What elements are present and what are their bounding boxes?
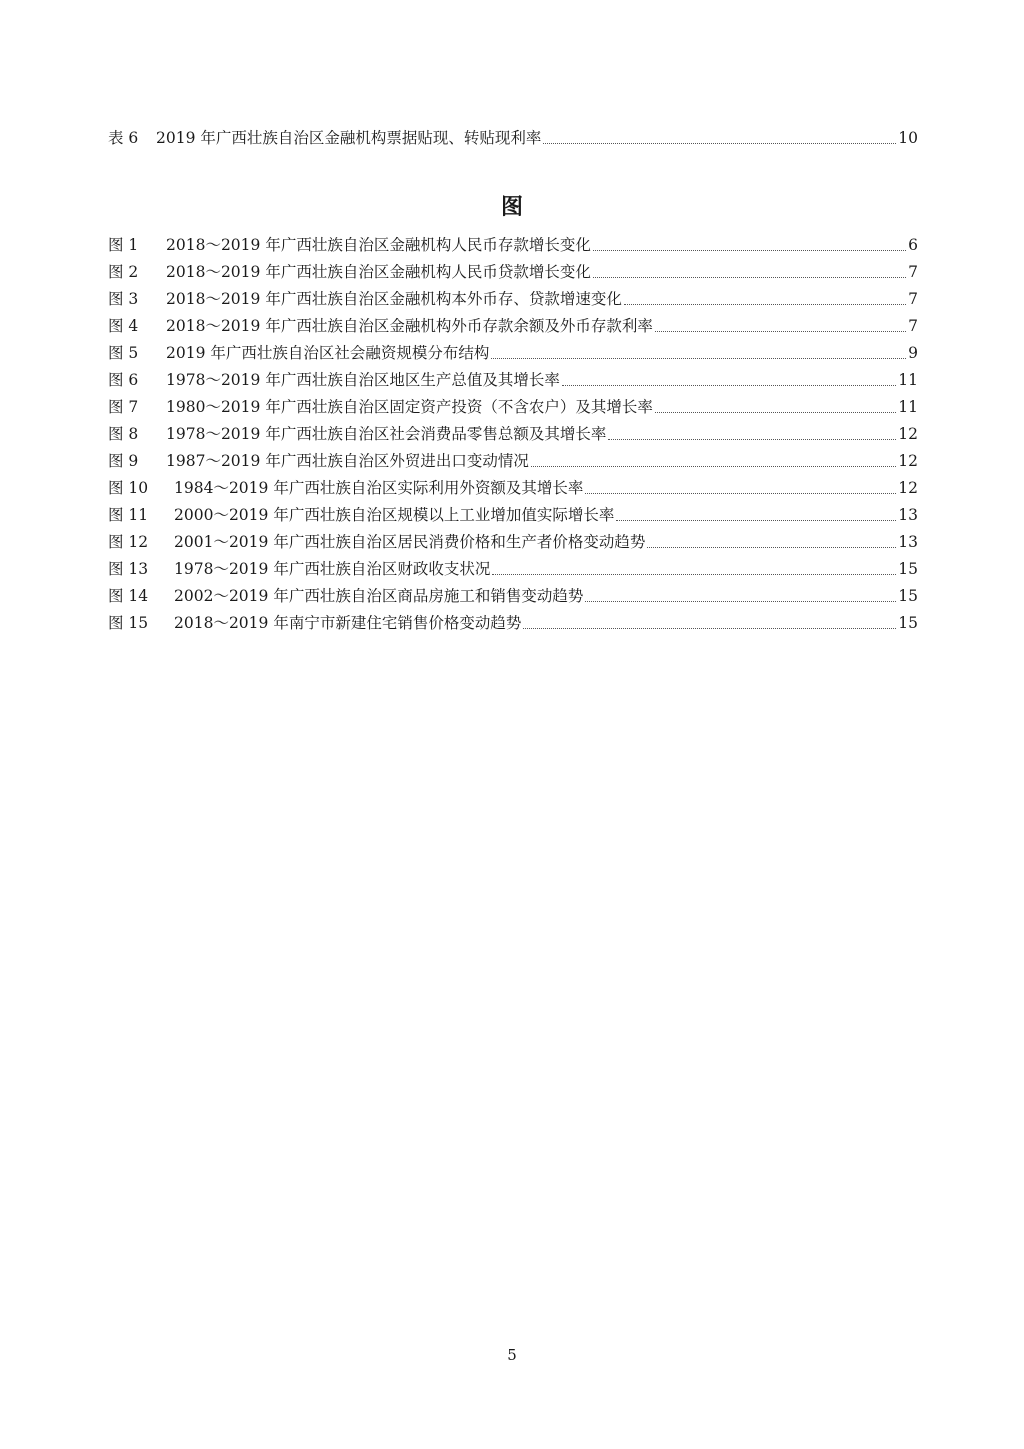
toc-entry-page: 7 <box>908 317 918 335</box>
toc-entry-title: 2018～2019 年广西壮族自治区金融机构人民币贷款增长变化 <box>166 263 591 281</box>
toc-entry-label: 图 15 <box>108 614 149 632</box>
toc-entry-page: 15 <box>898 560 918 578</box>
toc-entry-page: 9 <box>908 344 918 362</box>
toc-entry-figure-3[interactable] <box>108 288 918 310</box>
toc-entry-figure-15[interactable] <box>108 612 918 634</box>
toc-entry-label: 图 11 <box>108 506 149 524</box>
toc-entry-title: 2019 年广西壮族自治区金融机构票据贴现、转贴现利率 <box>156 129 542 147</box>
toc-entry-figure-6[interactable] <box>108 369 918 391</box>
toc-entry-title: 2002～2019 年广西壮族自治区商品房施工和销售变动趋势 <box>174 587 584 605</box>
toc-entry-title: 1984～2019 年广西壮族自治区实际利用外资额及其增长率 <box>174 479 584 497</box>
toc-entry-figure-11[interactable] <box>108 504 918 526</box>
toc-entry-label: 图 8 <box>108 425 139 443</box>
dot-leader <box>523 627 896 629</box>
toc-entry-title: 2018～2019 年广西壮族自治区金融机构本外币存、贷款增速变化 <box>166 290 622 308</box>
toc-entry-label: 图 7 <box>108 398 139 416</box>
toc-entry-table-6[interactable] <box>108 127 918 149</box>
dot-leader <box>531 465 896 467</box>
dot-leader <box>616 519 896 521</box>
toc-entry-label: 图 9 <box>108 452 139 470</box>
toc-entry-page: 15 <box>898 587 918 605</box>
toc-entry-label: 图 13 <box>108 560 149 578</box>
toc-entry-label: 图 4 <box>108 317 139 335</box>
toc-entry-page: 7 <box>908 290 918 308</box>
toc-entry-label: 图 10 <box>108 479 149 497</box>
dot-leader <box>647 546 896 548</box>
toc-entry-label: 图 2 <box>108 263 139 281</box>
toc-entry-title: 1978～2019 年广西壮族自治区财政收支状况 <box>174 560 491 578</box>
toc-entry-title: 2000～2019 年广西壮族自治区规模以上工业增加值实际增长率 <box>174 506 615 524</box>
dot-leader <box>585 492 896 494</box>
toc-entry-page: 15 <box>898 614 918 632</box>
toc-entry-title: 2019 年广西壮族自治区社会融资规模分布结构 <box>166 344 490 362</box>
toc-entry-label: 图 14 <box>108 587 149 605</box>
toc-entry-title: 2018～2019 年广西壮族自治区金融机构人民币存款增长变化 <box>166 236 591 254</box>
toc-entry-page: 10 <box>898 129 918 147</box>
dot-leader <box>593 276 906 278</box>
toc-entry-page: 12 <box>898 425 918 443</box>
dot-leader <box>608 438 896 440</box>
toc-entry-page: 12 <box>898 452 918 470</box>
toc-entry-title: 1987～2019 年广西壮族自治区外贸进出口变动情况 <box>166 452 529 470</box>
toc-entry-title: 2018～2019 年南宁市新建住宅销售价格变动趋势 <box>174 614 522 632</box>
toc-entry-figure-1[interactable] <box>108 234 918 256</box>
toc-entry-page: 13 <box>898 506 918 524</box>
toc-entry-figure-13[interactable] <box>108 558 918 580</box>
toc-entry-label: 图 3 <box>108 290 139 308</box>
toc-entry-figure-14[interactable] <box>108 585 918 607</box>
toc-entry-page: 11 <box>898 371 918 389</box>
dot-leader <box>585 600 896 602</box>
toc-entry-title: 2001～2019 年广西壮族自治区居民消费价格和生产者价格变动趋势 <box>174 533 646 551</box>
toc-entry-figure-2[interactable] <box>108 261 918 283</box>
toc-entry-figure-9[interactable] <box>108 450 918 472</box>
toc-entry-page: 6 <box>908 236 918 254</box>
dot-leader <box>562 384 896 386</box>
figures-heading: 图 <box>500 195 523 220</box>
dot-leader <box>593 249 906 251</box>
toc-entry-page: 7 <box>908 263 918 281</box>
toc-entry-figure-5[interactable] <box>108 342 918 364</box>
toc-entry-figure-4[interactable] <box>108 315 918 337</box>
toc-entry-figure-10[interactable] <box>108 477 918 499</box>
dot-leader <box>543 142 896 144</box>
toc-entry-label: 图 5 <box>108 344 139 362</box>
toc-entry-page: 13 <box>898 533 918 551</box>
dot-leader <box>655 330 906 332</box>
toc-entry-label: 表 6 <box>108 129 139 147</box>
toc-entry-title: 1978～2019 年广西壮族自治区地区生产总值及其增长率 <box>166 371 560 389</box>
dot-leader <box>655 411 896 413</box>
dot-leader <box>624 303 906 305</box>
dot-leader <box>491 357 906 359</box>
dot-leader <box>492 573 896 575</box>
toc-entry-figure-7[interactable] <box>108 396 918 418</box>
toc-entry-label: 图 12 <box>108 533 149 551</box>
toc-entry-page: 11 <box>898 398 918 416</box>
toc-entry-figure-12[interactable] <box>108 531 918 553</box>
toc-entry-title: 2018～2019 年广西壮族自治区金融机构外币存款余额及外币存款利率 <box>166 317 653 335</box>
page-number: 5 <box>507 1346 517 1364</box>
toc-entry-label: 图 1 <box>108 236 139 254</box>
toc-entry-title: 1978～2019 年广西壮族自治区社会消费品零售总额及其增长率 <box>166 425 607 443</box>
toc-entry-figure-8[interactable] <box>108 423 918 445</box>
toc-entry-title: 1980～2019 年广西壮族自治区固定资产投资（不含农户）及其增长率 <box>166 398 653 416</box>
toc-entry-page: 12 <box>898 479 918 497</box>
toc-entry-label: 图 6 <box>108 371 139 389</box>
